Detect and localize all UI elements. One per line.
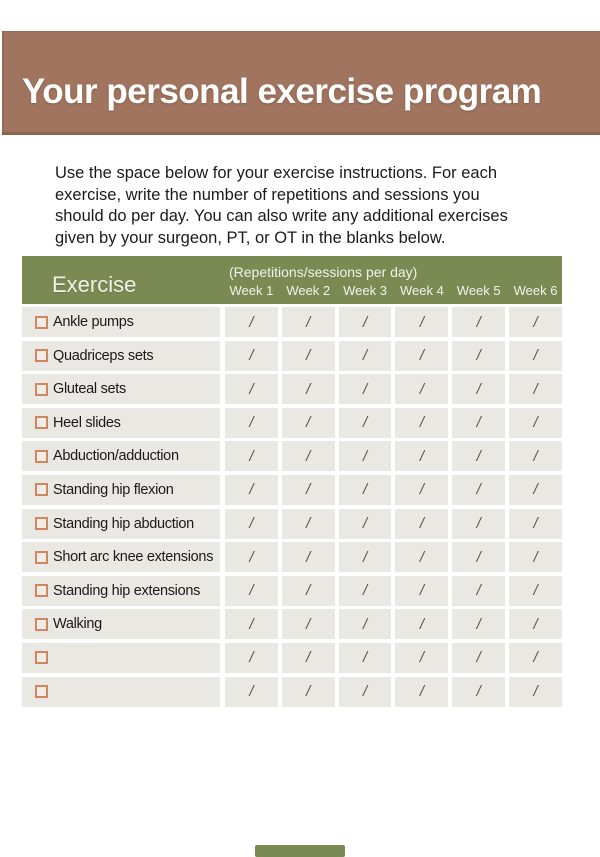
slash-separator: / bbox=[362, 414, 368, 432]
table-header bbox=[22, 256, 562, 304]
exercise-column-header: Exercise bbox=[52, 272, 137, 297]
table-row bbox=[22, 542, 562, 572]
table-body bbox=[22, 307, 562, 707]
week-entry-cell[interactable] bbox=[339, 441, 392, 471]
slash-separator: / bbox=[419, 615, 424, 633]
slash-separator: / bbox=[476, 414, 481, 432]
slash-separator: / bbox=[533, 649, 538, 667]
exercise-label: Quadriceps sets bbox=[53, 347, 154, 364]
exercise-label: Abduction/adduction bbox=[53, 448, 179, 465]
week-entry-cell[interactable] bbox=[225, 441, 278, 471]
week-entry-cell[interactable] bbox=[452, 509, 505, 539]
week-entry-cell[interactable] bbox=[395, 509, 448, 539]
exercise-cell bbox=[22, 341, 220, 371]
week-entry-cell[interactable] bbox=[225, 408, 278, 438]
slash-separator: / bbox=[362, 515, 368, 533]
slash-separator: / bbox=[249, 447, 254, 465]
week-entry-cell[interactable] bbox=[282, 475, 335, 505]
slash-separator: / bbox=[419, 649, 424, 667]
slash-separator: / bbox=[249, 582, 254, 600]
checkbox[interactable] bbox=[35, 316, 48, 329]
slash-separator: / bbox=[533, 414, 538, 432]
week-entry-cell[interactable] bbox=[339, 677, 392, 707]
week-entry-cell[interactable] bbox=[339, 408, 392, 438]
slash-separator: / bbox=[306, 582, 311, 600]
week-6-header: Week 6 bbox=[513, 283, 558, 298]
slash-separator: / bbox=[249, 380, 254, 398]
slash-separator: / bbox=[533, 615, 538, 633]
week-entry-cell[interactable] bbox=[395, 475, 448, 505]
slash-separator: / bbox=[306, 447, 311, 465]
slash-separator: / bbox=[476, 649, 481, 667]
exercise-label: Walking bbox=[53, 616, 102, 633]
week-entry-cell[interactable] bbox=[452, 643, 505, 673]
week-entry-cell[interactable] bbox=[509, 441, 562, 471]
week-entry-cell[interactable] bbox=[452, 307, 505, 337]
slash-separator: / bbox=[533, 347, 538, 365]
week-entry-cell[interactable] bbox=[339, 643, 392, 673]
week-entry-cell[interactable] bbox=[452, 576, 505, 606]
slash-separator: / bbox=[419, 313, 424, 331]
slash-separator: / bbox=[306, 313, 311, 331]
slash-separator: / bbox=[533, 447, 538, 465]
table-row bbox=[22, 441, 562, 471]
week-entry-cell[interactable] bbox=[282, 509, 335, 539]
slash-separator: / bbox=[249, 515, 254, 533]
week-entry-cell[interactable] bbox=[509, 643, 562, 673]
table-row bbox=[22, 609, 562, 639]
slash-separator: / bbox=[476, 347, 481, 365]
slash-separator: / bbox=[306, 481, 311, 499]
week-entry-cell[interactable] bbox=[452, 374, 505, 404]
slash-separator: / bbox=[476, 683, 481, 701]
slash-separator: / bbox=[476, 515, 481, 533]
slash-separator: / bbox=[362, 313, 368, 331]
slash-separator: / bbox=[419, 515, 424, 533]
week-entry-cell[interactable] bbox=[282, 441, 335, 471]
checkbox[interactable] bbox=[35, 383, 48, 396]
week-entry-cell[interactable] bbox=[339, 576, 392, 606]
slash-separator: / bbox=[249, 481, 254, 499]
exercise-cell bbox=[22, 677, 220, 707]
slash-separator: / bbox=[362, 683, 368, 701]
footer-accent-bar bbox=[255, 845, 345, 857]
week-2-header: Week 2 bbox=[286, 283, 331, 298]
intro-line-2: exercise, write the number of repetitions and sessions you bbox=[55, 185, 480, 204]
slash-separator: / bbox=[306, 649, 311, 667]
slash-separator: / bbox=[249, 548, 254, 566]
week-entry-cell[interactable] bbox=[509, 609, 562, 639]
week-entry-cell[interactable] bbox=[225, 475, 278, 505]
slash-separator: / bbox=[476, 481, 481, 499]
week-entry-cell[interactable] bbox=[395, 677, 448, 707]
slash-separator: / bbox=[249, 649, 254, 667]
slash-separator: / bbox=[306, 548, 311, 566]
week-4-header: Week 4 bbox=[399, 283, 444, 298]
checkbox[interactable] bbox=[35, 618, 48, 631]
week-entry-cell[interactable] bbox=[225, 374, 278, 404]
slash-separator: / bbox=[419, 347, 424, 365]
slash-separator: / bbox=[249, 683, 254, 701]
slash-separator: / bbox=[476, 313, 481, 331]
slash-separator: / bbox=[249, 414, 254, 432]
week-entry-cell[interactable] bbox=[282, 307, 335, 337]
week-entry-cell[interactable] bbox=[395, 341, 448, 371]
slash-separator: / bbox=[533, 515, 538, 533]
week-entry-cell[interactable] bbox=[395, 307, 448, 337]
table-row bbox=[22, 408, 562, 438]
exercise-cell bbox=[22, 576, 220, 606]
week-entry-cell[interactable] bbox=[282, 576, 335, 606]
slash-separator: / bbox=[306, 414, 311, 432]
slash-separator: / bbox=[306, 515, 311, 533]
week-entry-cell[interactable] bbox=[452, 441, 505, 471]
week-entry-cell[interactable] bbox=[509, 475, 562, 505]
slash-separator: / bbox=[533, 683, 538, 701]
week-entry-cell[interactable] bbox=[282, 341, 335, 371]
slash-separator: / bbox=[533, 313, 538, 331]
slash-separator: / bbox=[476, 615, 481, 633]
week-entry-cell[interactable] bbox=[225, 677, 278, 707]
slash-separator: / bbox=[362, 447, 368, 465]
slash-separator: / bbox=[362, 582, 368, 600]
table-row bbox=[22, 509, 562, 539]
week-entry-cell[interactable] bbox=[452, 677, 505, 707]
table-row bbox=[22, 475, 562, 505]
weeks-header-group bbox=[225, 256, 562, 304]
checkbox[interactable] bbox=[35, 584, 48, 597]
exercise-label: Gluteal sets bbox=[53, 381, 126, 398]
slash-separator: / bbox=[306, 615, 311, 633]
week-entry-cell[interactable] bbox=[225, 341, 278, 371]
slash-separator: / bbox=[419, 481, 424, 499]
slash-separator: / bbox=[419, 414, 424, 432]
week-entry-cell[interactable] bbox=[225, 609, 278, 639]
exercise-cell bbox=[22, 509, 220, 539]
checkbox[interactable] bbox=[35, 517, 48, 530]
week-entry-cell[interactable] bbox=[339, 475, 392, 505]
week-entry-cell[interactable] bbox=[339, 307, 392, 337]
table-row bbox=[22, 677, 562, 707]
week-entry-cell[interactable] bbox=[395, 542, 448, 572]
intro-line-4: given by your surgeon, PT, or OT in the blanks below. bbox=[55, 229, 446, 248]
table-row bbox=[22, 341, 562, 371]
table-row bbox=[22, 643, 562, 673]
week-5-header: Week 5 bbox=[456, 283, 501, 298]
slash-separator: / bbox=[476, 447, 481, 465]
week-entry-cell[interactable] bbox=[509, 576, 562, 606]
table-row bbox=[22, 307, 562, 337]
exercise-cell bbox=[22, 542, 220, 572]
intro-paragraph bbox=[55, 163, 508, 250]
slash-separator: / bbox=[476, 380, 481, 398]
slash-separator: / bbox=[362, 481, 368, 499]
week-entry-cell[interactable] bbox=[339, 374, 392, 404]
exercise-label: Short arc knee extensions bbox=[53, 549, 214, 566]
week-entry-cell[interactable] bbox=[452, 408, 505, 438]
week-entry-cell[interactable] bbox=[395, 441, 448, 471]
slash-separator: / bbox=[533, 380, 538, 398]
table-row bbox=[22, 576, 562, 606]
week-entry-cell[interactable] bbox=[339, 609, 392, 639]
week-1-header: Week 1 bbox=[229, 283, 274, 298]
week-entry-cell[interactable] bbox=[282, 408, 335, 438]
intro-line-3: should do per day. You can also write any additional exercises bbox=[55, 207, 508, 226]
week-entry-cell[interactable] bbox=[339, 542, 392, 572]
slash-separator: / bbox=[419, 548, 424, 566]
week-entry-cell[interactable] bbox=[282, 643, 335, 673]
week-entry-cell[interactable] bbox=[452, 609, 505, 639]
slash-separator: / bbox=[362, 649, 368, 667]
slash-separator: / bbox=[533, 582, 538, 600]
week-entry-cell[interactable] bbox=[339, 509, 392, 539]
table-row bbox=[22, 374, 562, 404]
week-entry-cell[interactable] bbox=[509, 408, 562, 438]
week-entry-cell[interactable] bbox=[509, 307, 562, 337]
checkbox[interactable] bbox=[35, 685, 48, 698]
week-entry-cell[interactable] bbox=[225, 643, 278, 673]
exercise-cell bbox=[22, 475, 220, 505]
week-entry-cell[interactable] bbox=[395, 643, 448, 673]
checkbox[interactable] bbox=[35, 651, 48, 664]
exercise-label: Standing hip flexion bbox=[53, 481, 174, 498]
slash-separator: / bbox=[362, 347, 368, 365]
slash-separator: / bbox=[419, 447, 424, 465]
title-banner bbox=[2, 31, 600, 135]
week-entry-cell[interactable] bbox=[225, 307, 278, 337]
exercise-label: Heel slides bbox=[53, 414, 121, 431]
slash-separator: / bbox=[476, 582, 481, 600]
slash-separator: / bbox=[362, 615, 368, 633]
exercise-cell bbox=[22, 643, 220, 673]
slash-separator: / bbox=[306, 380, 311, 398]
week-entry-cell[interactable] bbox=[452, 475, 505, 505]
reps-caption: (Repetitions/sessions per day) bbox=[229, 264, 418, 280]
week-entry-cell[interactable] bbox=[509, 374, 562, 404]
exercise-label: Standing hip abduction bbox=[53, 515, 194, 532]
week-entry-cell[interactable] bbox=[509, 542, 562, 572]
week-entry-cell[interactable] bbox=[509, 677, 562, 707]
slash-separator: / bbox=[362, 548, 368, 566]
exercise-cell bbox=[22, 307, 220, 337]
week-entry-cell[interactable] bbox=[225, 576, 278, 606]
week-entry-cell[interactable] bbox=[452, 341, 505, 371]
slash-separator: / bbox=[419, 683, 424, 701]
slash-separator: / bbox=[249, 615, 254, 633]
slash-separator: / bbox=[306, 683, 311, 701]
week-entry-cell[interactable] bbox=[282, 609, 335, 639]
week-entry-cell[interactable] bbox=[225, 542, 278, 572]
exercise-label: Standing hip extensions bbox=[53, 582, 201, 599]
week-entry-cell[interactable] bbox=[395, 576, 448, 606]
week-entry-cell[interactable] bbox=[282, 542, 335, 572]
week-entry-cell[interactable] bbox=[452, 542, 505, 572]
week-entry-cell[interactable] bbox=[509, 341, 562, 371]
week-entry-cell[interactable] bbox=[395, 374, 448, 404]
slash-separator: / bbox=[249, 313, 254, 331]
exercise-label: Ankle pumps bbox=[53, 314, 134, 330]
week-labels-row bbox=[225, 283, 562, 298]
week-entry-cell[interactable] bbox=[225, 509, 278, 539]
exercise-cell bbox=[22, 374, 220, 404]
slash-separator: / bbox=[533, 548, 538, 566]
exercise-table bbox=[22, 256, 562, 707]
slash-separator: / bbox=[362, 380, 368, 398]
slash-separator: / bbox=[249, 347, 254, 365]
exercise-cell bbox=[22, 441, 220, 471]
intro-line-1: Use the space below for your exercise instructions. For each bbox=[55, 164, 498, 182]
page-title: Your personal exercise program bbox=[22, 72, 542, 111]
checkbox[interactable] bbox=[35, 349, 48, 362]
slash-separator: / bbox=[419, 380, 424, 398]
week-entry-cell[interactable] bbox=[282, 374, 335, 404]
week-entry-cell[interactable] bbox=[395, 408, 448, 438]
exercise-cell bbox=[22, 408, 220, 438]
week-entry-cell[interactable] bbox=[395, 609, 448, 639]
exercise-cell bbox=[22, 609, 220, 639]
slash-separator: / bbox=[419, 582, 424, 600]
checkbox[interactable] bbox=[35, 551, 48, 564]
checkbox[interactable] bbox=[35, 483, 48, 496]
slash-separator: / bbox=[533, 481, 538, 499]
checkbox[interactable] bbox=[35, 416, 48, 429]
slash-separator: / bbox=[306, 347, 311, 365]
checkbox[interactable] bbox=[35, 450, 48, 463]
week-entry-cell[interactable] bbox=[339, 341, 392, 371]
slash-separator: / bbox=[476, 548, 481, 566]
week-entry-cell[interactable] bbox=[282, 677, 335, 707]
week-3-header: Week 3 bbox=[343, 283, 387, 298]
week-entry-cell[interactable] bbox=[509, 509, 562, 539]
